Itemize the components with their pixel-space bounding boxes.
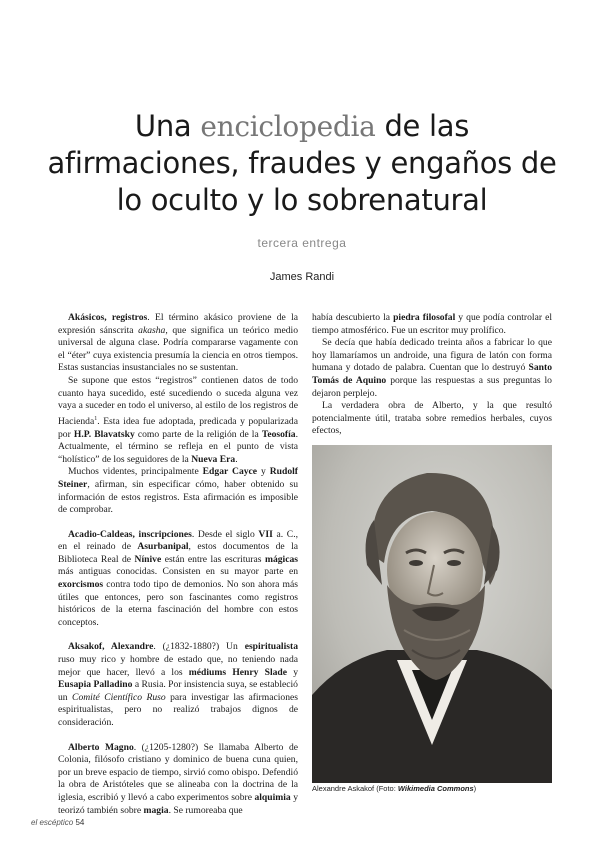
text: Se supone que estos “registros” contienen datos de todo cuanto haya sucedido, esté sucediendo o suceda alguna vez vaya a suceder en todo el universo, al estilo de los registros de Hacienda (58, 374, 298, 427)
text: ruso muy rico y hombre de estado que, no teniendo nada mejor que hacer, llevó a los (58, 654, 298, 678)
text: más antiguas conocidas. Consisten en su mayor parte en (58, 566, 298, 578)
magazine-name: el escéptico (31, 818, 74, 827)
page-number: 54 (75, 818, 85, 827)
text: contra todo tipo de demonios. No son ahora más útiles que entonces, pero son fascinantes como registros históricos de la eterna fascinación del hombre con estos conceptos. (58, 579, 298, 628)
page-footer (31, 818, 84, 827)
entry-acadio-caldeas (58, 529, 298, 630)
caption-source: Wikimedia Commons (397, 784, 474, 793)
title-highlight: enciclopedia (200, 110, 376, 143)
ref-asurbanipal: Asurbanipal (137, 541, 189, 553)
text: . (235, 453, 238, 465)
text: . Actualmente, el término se refleja en el punto de vista “holístico” de los seguidores de la (58, 428, 298, 465)
text: . El término akásico proviene de la expresión sánscrita (58, 312, 298, 336)
text: Muchos videntes, principalmente (68, 466, 203, 478)
paragraph (58, 375, 298, 466)
ref-espiritualista: espiritualista (244, 641, 298, 653)
article-title (40, 108, 564, 219)
ref-cayce: Edgar Cayce (202, 466, 258, 478)
term-aksakof: Aksakof, Alexandre (68, 641, 154, 653)
ref-nueva-era: Nueva Era (191, 453, 236, 465)
ref-blavatsky: H.P. Blavatsky (73, 428, 135, 440)
term-akasicos: Akásicos, registros (68, 312, 148, 323)
term-alberto: Alberto Magno (68, 741, 134, 753)
ref-steiner: Rudolf Steiner (58, 466, 299, 490)
ref-teosofia: Teosofía (261, 428, 296, 440)
ref-tomas-aquino: Santo Tomás de Aquino (312, 362, 552, 386)
title-line2: afirmaciones, fraudes y engaños de (47, 146, 557, 180)
ref-magicas: mágicas (264, 553, 299, 565)
ref-mediums: médiums (188, 666, 227, 678)
text: para investigar las afirmaciones espiritualistas, pero no realizó trabajos dignos de consideración. (58, 691, 298, 728)
title-line3: lo oculto y lo sobrenatural (116, 183, 488, 217)
text: . (¿1832-1880?) Un (153, 641, 245, 653)
text: y que podía controlar el tiempo atmosférico. Fue un escritor muy prolífico. (312, 312, 552, 336)
text: había descubierto la (312, 312, 394, 323)
right-column (312, 312, 552, 438)
term-akasha: akasha (138, 324, 166, 336)
ref-slade: Henry Slade (232, 666, 288, 678)
portrait-illustration (312, 445, 552, 783)
text: y (257, 466, 270, 478)
text: a. C., en el reinado de (58, 528, 298, 553)
text: . Esta idea fue adoptada, predicada y popularizada por (58, 415, 298, 440)
ref-siglo: VII (258, 528, 273, 540)
ref-eusapia: Eusapia Palladino (58, 679, 133, 691)
text: y teorizó también sobre (58, 791, 298, 816)
entry-akasicos (58, 312, 298, 375)
article-author: James Randi (269, 271, 335, 283)
left-column (58, 312, 298, 817)
text: , estos documentos de la Biblioteca Real de (58, 541, 298, 565)
paragraph (312, 337, 552, 400)
term-acadio: Acadio-Caldeas, inscripciones (68, 528, 192, 540)
caption-end: ) (473, 784, 477, 793)
paragraph (58, 466, 298, 516)
text: están entre las escrituras (161, 553, 265, 565)
ref-comite: Comité Científico Ruso (72, 691, 166, 703)
ref-piedra-filosofal: piedra filosofal (393, 312, 456, 323)
paragraph (312, 312, 552, 337)
text: , afirman, sin especificar cómo, haber obtenido su información de estos registros. Esta afirmación es imposible de comprobar. (58, 478, 298, 516)
text: porque las respuestas a sus preguntas lo dejaron perplejo. (312, 374, 552, 399)
text: a Rusia. Por insistencia suya, se estableció un (58, 679, 298, 703)
text: . (¿1205-1280?) Se llamaba Alberto de Colonia, filósofo cristiano y dominico de buena cuna quien, por un breve espacio de tiempo, sirvió como obispo. Defendió la obra de Aristóteles que se alineaba con la doctrina de la iglesia, escribió y llevó a cabo experimentos sobre (58, 741, 299, 803)
ref-exorcismos: exorcismos (58, 579, 104, 591)
entry-aksakof (58, 641, 298, 729)
text: como parte de la religión de la (134, 428, 262, 440)
entry-alberto-magno (58, 742, 298, 818)
footnote-ref: 1 (94, 415, 98, 422)
paragraph: La verdadera obra de Alberto, y la que resultó potencialmente útil, trataba sobre remedios herbales, cuyos efectos, (312, 400, 552, 437)
text: Se decía que había dedicado treinta años a fabricar lo que hoy llamaríamos un androide, una figura de latón con forma humana y dotado de palabra. Cuentan que lo destruyó (312, 337, 552, 374)
caption-text: Alexandre Askakof (Foto: (312, 784, 398, 793)
article-subtitle: tercera entrega (257, 236, 347, 250)
text: . Se rumoreaba que (168, 804, 243, 816)
text: , que significa un teórico medio universal de alguna clase. Podría compararse vagamente con el “éter” cuya existencia presumía la ciencia en otros tiempos. Estas sustancias insustanciales no se sustentan. (58, 324, 298, 374)
text: y (287, 666, 299, 678)
ref-ninive: Nínive (134, 553, 162, 565)
ref-magia: magia (143, 804, 169, 816)
text: . Desde el siglo (191, 528, 259, 540)
photo-caption (312, 784, 552, 793)
portrait-photo (312, 445, 552, 783)
ref-alquimia: alquimia (254, 791, 291, 803)
title-part2: de las (375, 109, 470, 143)
title-part1: Una (134, 109, 201, 143)
